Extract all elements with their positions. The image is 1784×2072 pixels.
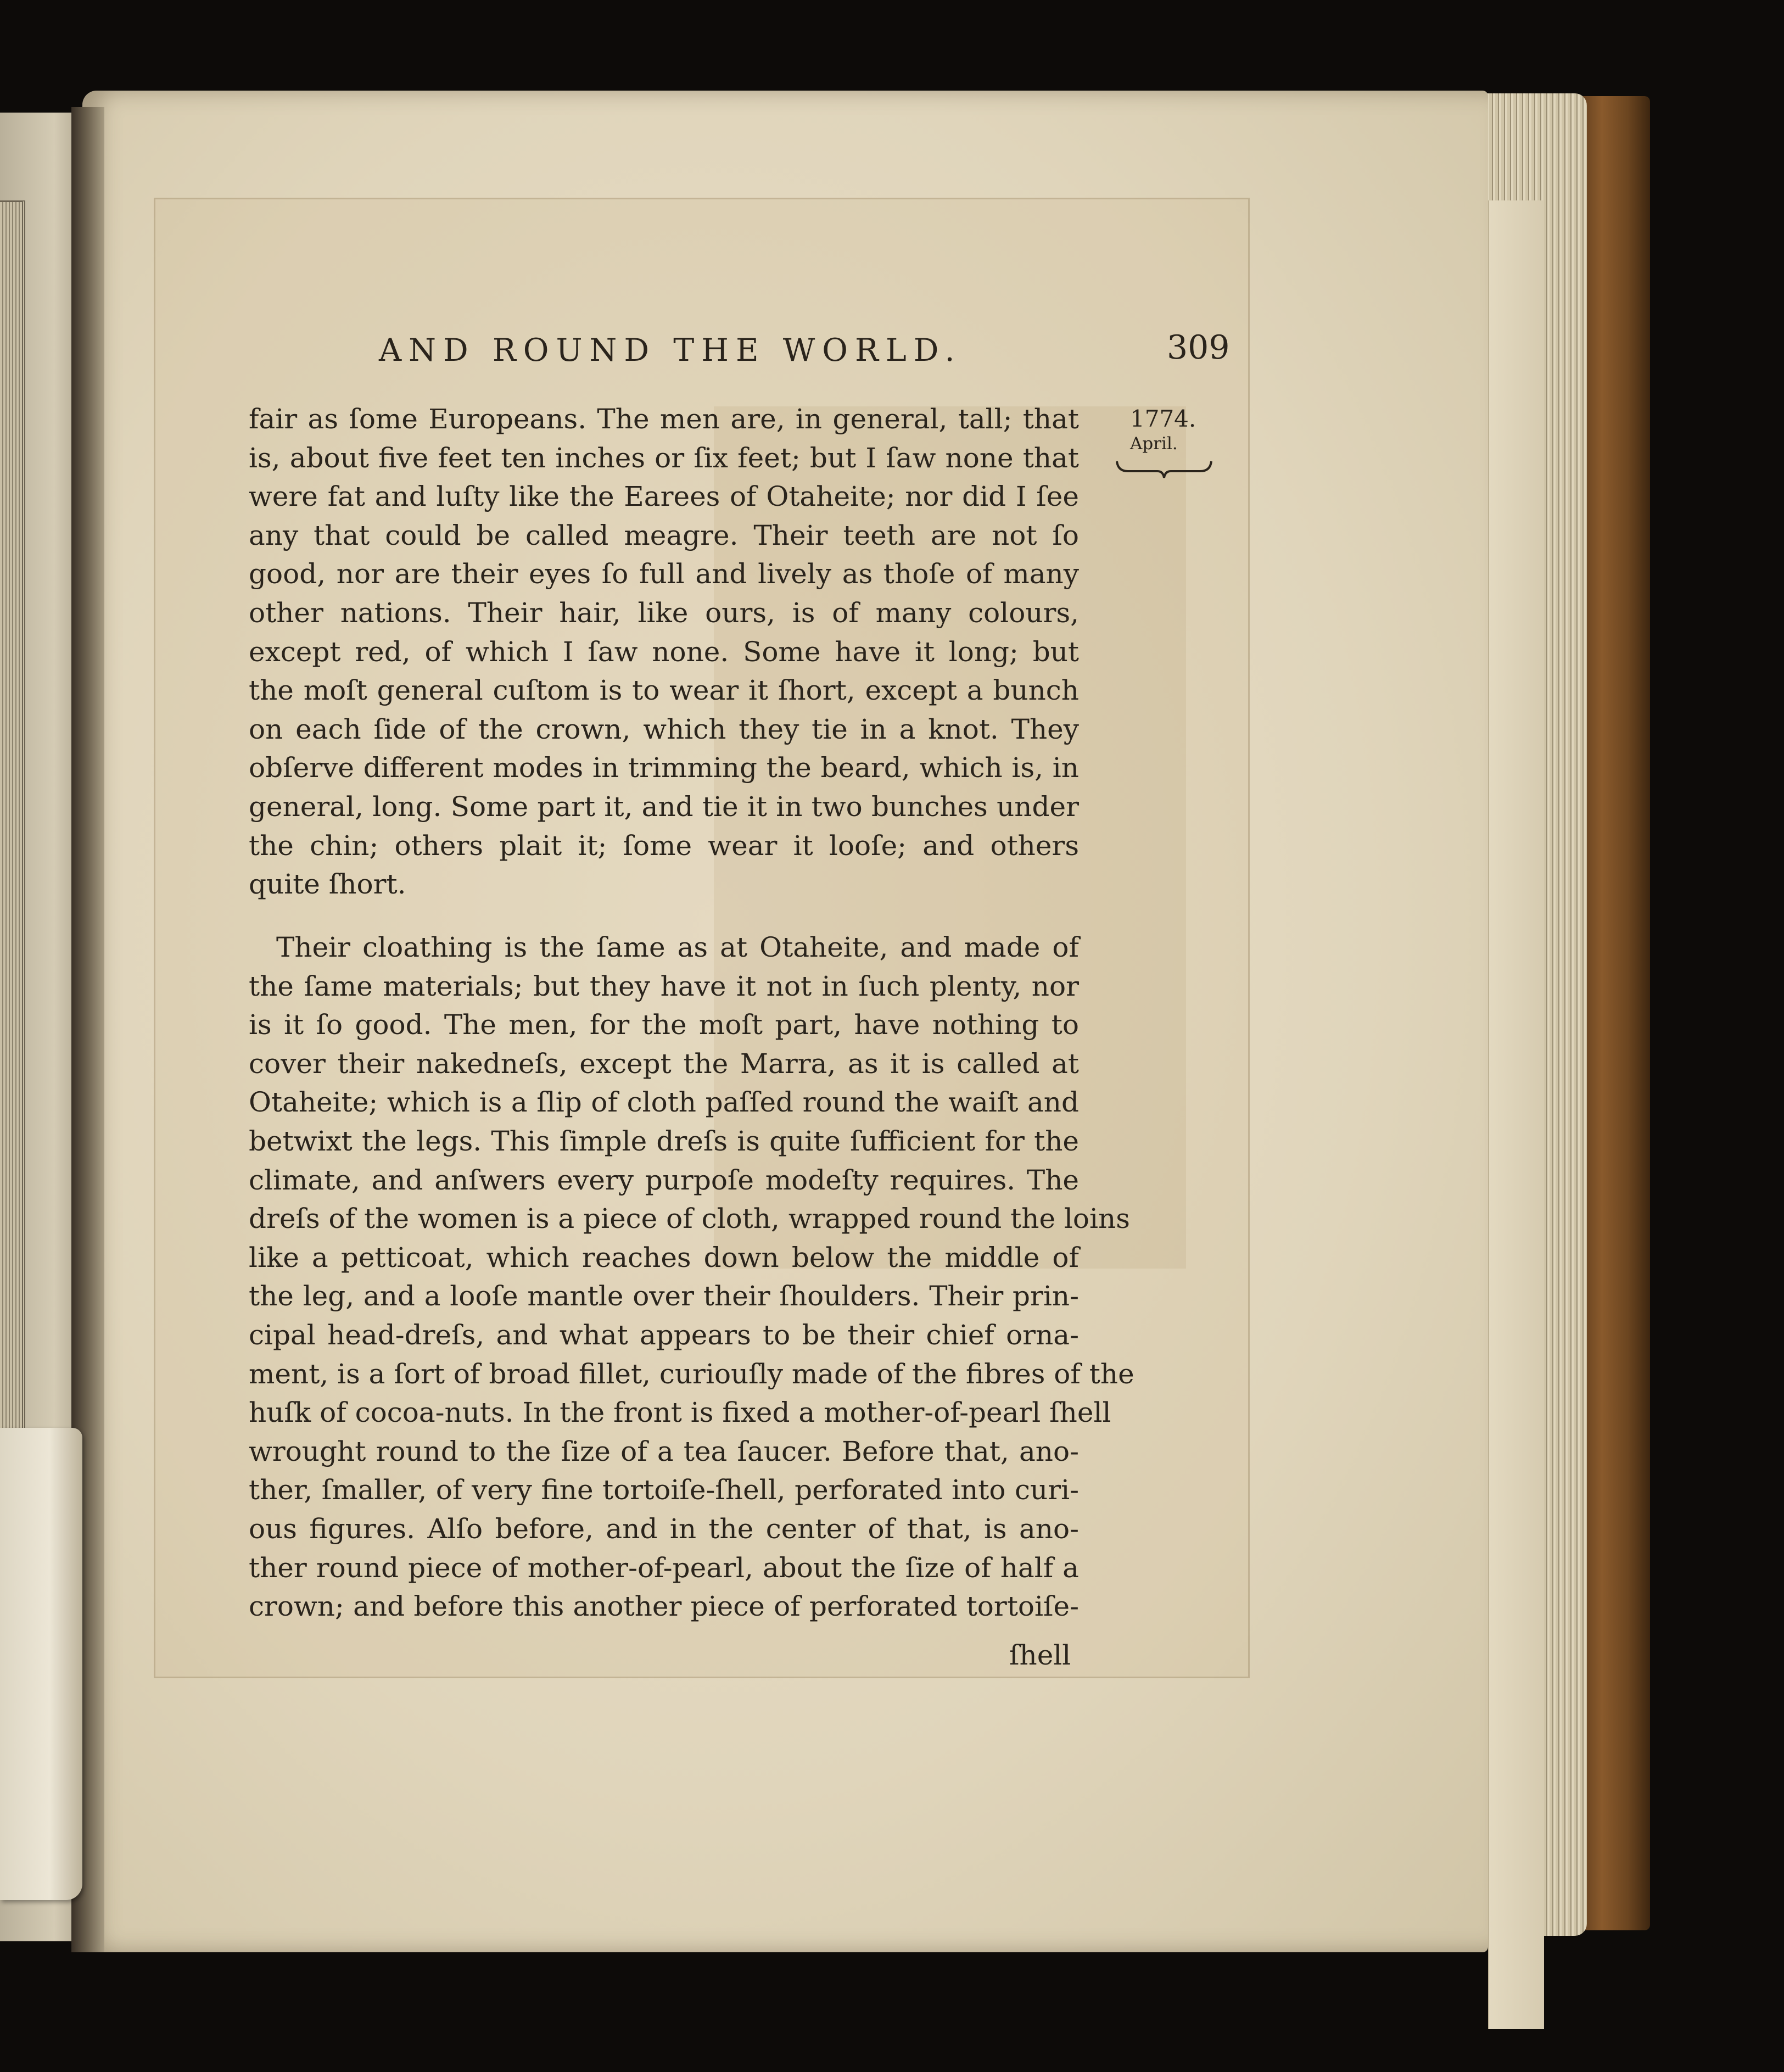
marginal-year: 1774. — [1130, 405, 1196, 432]
text-line: betwixt the legs. This ſimple dreſs is quite ſufficient for the — [249, 1125, 1079, 1157]
text-line: ther, ſmaller, of very fine tortoiſe-ſhell, perforated into curi- — [249, 1474, 1079, 1506]
text-line: general, long. Some part it, and tie it in two bunches under — [249, 790, 1079, 823]
text-line: like a petticoat, which reaches down below the middle of — [249, 1241, 1079, 1274]
text-line: on each ſide of the crown, which they tie in a knot. They — [249, 713, 1079, 745]
text-line: any that could be called meagre. Their teeth are not ſo — [249, 519, 1079, 551]
text-line: other nations. Their hair, like ours, is of many colours, — [249, 596, 1079, 629]
text-line: obſerve different modes in trimming the beard, which is, in — [249, 752, 1079, 784]
text-line: climate, and anſwers every purpoſe modeſty requires. The — [249, 1164, 1079, 1196]
text-line: ther round piece of mother-of-pearl, about the ſize of half a — [249, 1551, 1079, 1584]
running-head: AND ROUND THE WORLD. — [379, 332, 962, 368]
text-line: except red, of which I ſaw none. Some have it long; but — [249, 635, 1079, 668]
text-line: ment, is a ſort of broad fillet, curiouſly made of the fibres of the — [249, 1358, 1134, 1390]
text-line: is, about five feet ten inches or ſix feet; but I ſaw none that — [249, 442, 1079, 474]
text-line: dreſs of the women is a piece of cloth, wrapped round the loins — [249, 1203, 1130, 1235]
text-line: huſk of cocoa-nuts. In the front is fixed a mother-of-pearl ſhell — [249, 1397, 1111, 1429]
text-line: the moſt general cuſtom is to wear it ſhort, except a bunch — [249, 674, 1079, 707]
text-line: wrought round to the ſize of a tea ſaucer. Before that, ano- — [249, 1435, 1079, 1467]
paragraph-2 — [249, 928, 1134, 1626]
page-sheet-edge — [1488, 200, 1544, 2029]
text-line: the ſame materials; but they have it not in ſuch plenty, nor — [249, 970, 1079, 1002]
text-line: cipal head-dreſs, and what appears to be their chief orna- — [249, 1319, 1079, 1351]
leather-cover-edge — [1576, 96, 1650, 1930]
text-line: good, nor are their eyes ſo full and lively as thoſe of many — [249, 558, 1079, 590]
text-line: cover their nakedneſs, except the Marra, as it is called at — [249, 1047, 1079, 1080]
paragraph-1 — [249, 400, 1079, 904]
text-line: were fat and luſty like the Earees of Otaheite; nor did I ſee — [249, 481, 1079, 513]
text-line: ous figures. Alſo before, and in the center of that, is ano- — [249, 1512, 1079, 1545]
text-line: is it ſo good. The men, for the moſt part, have nothing to — [249, 1009, 1079, 1041]
text-line: quite ſhort. — [249, 868, 406, 901]
folded-paper-tab — [0, 1428, 82, 1900]
marginal-brace-icon — [1115, 457, 1213, 479]
text-line: the leg, and a looſe mantle over their ſhoulders. Their prin- — [249, 1280, 1079, 1313]
text-line: crown; and before this another piece of perforated tortoiſe- — [249, 1590, 1079, 1623]
marginal-month: April. — [1130, 434, 1178, 454]
text-line: fair as ſome Europeans. The men are, in general, tall; that — [249, 403, 1079, 435]
text-line: the chin; others plait it; ſome wear it looſe; and others — [249, 829, 1079, 862]
text-line: Their cloathing is the ſame as at Otaheite, and made of — [276, 931, 1079, 963]
text-line: Otaheite; which is a ſlip of cloth paſſed round the waiſt and — [249, 1086, 1079, 1119]
catchword: ſhell — [1009, 1639, 1071, 1671]
page-number: 309 — [1167, 328, 1230, 367]
